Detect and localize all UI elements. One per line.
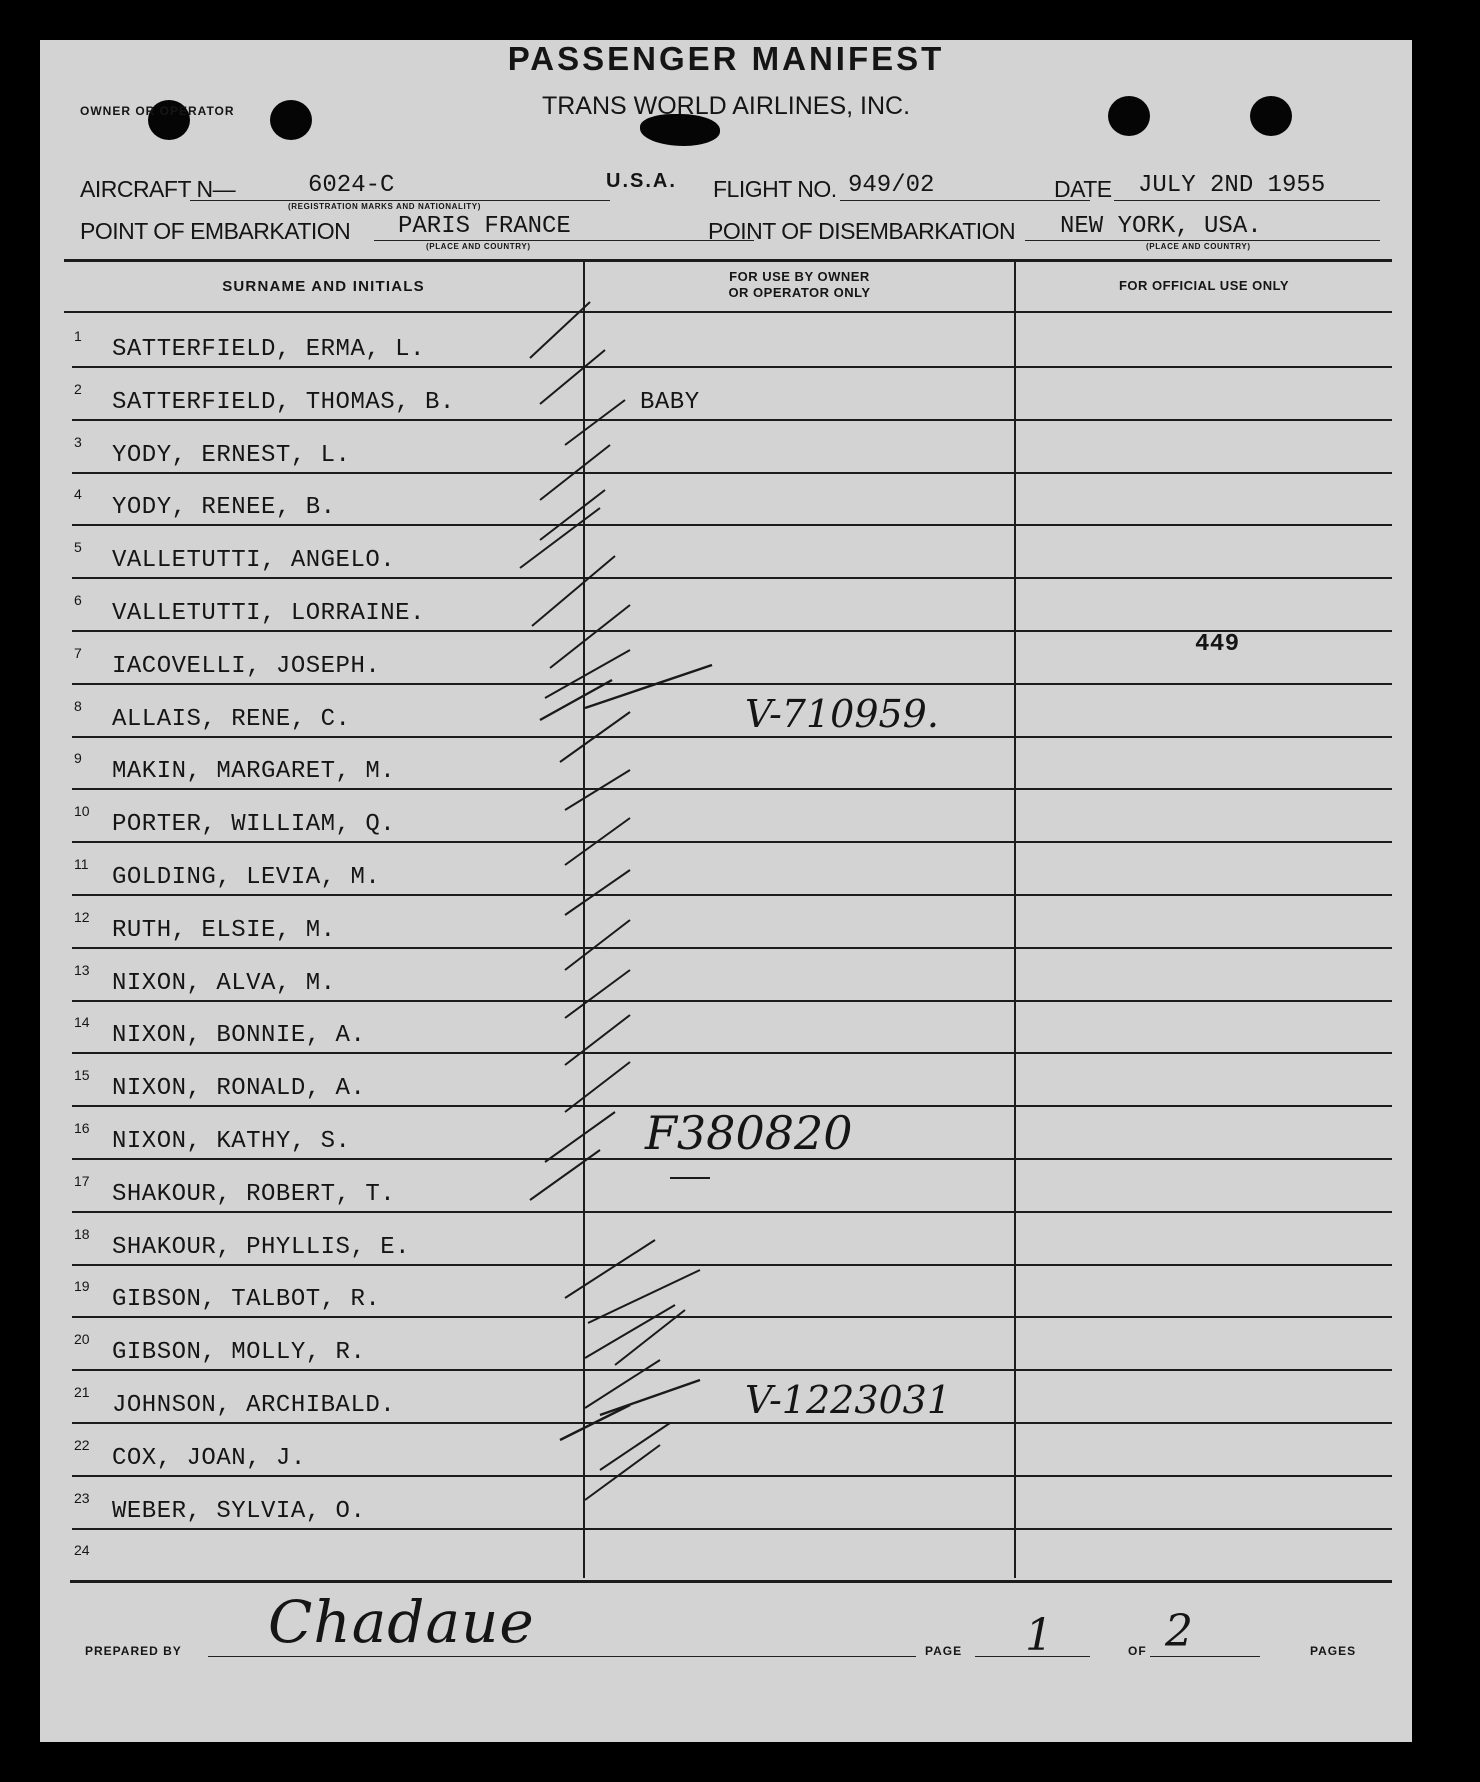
row-number: 4 xyxy=(74,486,82,503)
row-number: 15 xyxy=(74,1067,90,1084)
passenger-name: JOHNSON, ARCHIBALD. xyxy=(112,1392,396,1419)
row-number: 16 xyxy=(74,1120,90,1136)
passenger-name: NIXON, KATHY, S. xyxy=(112,1128,351,1155)
disembarkation-label: POINT OF DISEMBARKATION xyxy=(708,218,1016,244)
date-label: DATE xyxy=(1054,176,1112,202)
owner-notation: V-710959. xyxy=(745,691,939,736)
row-number: 9 xyxy=(74,750,82,767)
flight-label: FLIGHT NO. xyxy=(713,176,837,202)
column-header-owner-1: FOR USE BY OWNER xyxy=(729,269,870,284)
row-number: 10 xyxy=(74,803,90,820)
airline-name: TRANS WORLD AIRLINES, INC. xyxy=(541,92,911,120)
aircraft-registration: 6024-C xyxy=(308,172,395,199)
embarkation-value: PARIS FRANCE xyxy=(398,213,571,240)
of-label: OF xyxy=(1128,1644,1147,1658)
prepared-by-signature: Chadaue xyxy=(268,1588,535,1656)
row-number: 17 xyxy=(74,1172,90,1189)
passenger-name: NIXON, ALVA, M. xyxy=(112,969,336,997)
row-number: 20 xyxy=(74,1331,90,1348)
row-number: 22 xyxy=(74,1436,90,1453)
row-number: 8 xyxy=(74,697,82,714)
row-number: 3 xyxy=(74,433,82,450)
nationality-value: U.S.A. xyxy=(606,170,677,192)
prepared-by-underline xyxy=(208,1656,916,1657)
passenger-name: ALLAIS, RENE, C. xyxy=(112,705,351,733)
row-number: 11 xyxy=(74,856,89,872)
passenger-name: SHAKOUR, ROBERT, T. xyxy=(112,1180,396,1208)
passenger-name: NIXON, BONNIE, A. xyxy=(112,1022,366,1050)
passenger-name: YODY, RENEE, B. xyxy=(112,494,336,522)
pages-label: PAGES xyxy=(1310,1644,1357,1658)
row-number: 6 xyxy=(74,592,82,608)
row-number: 24 xyxy=(74,1542,90,1559)
row-number: 2 xyxy=(74,380,82,397)
total-pages: 2 xyxy=(1165,1606,1193,1657)
owner-notation: F380820 xyxy=(645,1106,853,1160)
disembarkation-value: NEW YORK, USA. xyxy=(1060,213,1262,240)
aircraft-label: AIRCRAFT N— xyxy=(80,176,236,202)
passenger-name: GOLDING, LEVIA, M. xyxy=(112,864,381,891)
row-number: 18 xyxy=(74,1225,90,1242)
passenger-name: YODY, ERNEST, L. xyxy=(112,441,351,469)
passenger-name: SATTERFIELD, THOMAS, B. xyxy=(112,388,455,416)
prepared-by-label: PREPARED BY xyxy=(85,1644,182,1658)
manifest-sheet xyxy=(40,40,1412,1742)
passenger-name: COX, JOAN, J. xyxy=(112,1444,306,1472)
owner-operator-label: OWNER OR OPERATOR xyxy=(80,104,235,118)
column-header-owner-2: OR OPERATOR ONLY xyxy=(728,285,871,300)
passenger-name: WEBER, SYLVIA, O. xyxy=(112,1497,366,1525)
passenger-name: GIBSON, MOLLY, R. xyxy=(112,1339,366,1367)
owner-notation: BABY xyxy=(640,388,700,416)
embarkation-label: POINT OF EMBARKATION xyxy=(80,218,351,244)
official-notation: 449 xyxy=(1195,630,1240,658)
passenger-name: MAKIN, MARGARET, M. xyxy=(112,758,396,786)
column-header-official: FOR OFFICIAL USE ONLY xyxy=(1118,278,1290,293)
handwritten-tick-marks xyxy=(40,40,1412,1742)
page-label: PAGE xyxy=(925,1644,963,1658)
disembarkation-caption: (PLACE AND COUNTRY) xyxy=(1146,242,1251,251)
passenger-name: SHAKOUR, PHYLLIS, E. xyxy=(112,1233,411,1261)
row-number: 21 xyxy=(74,1384,90,1400)
owner-notation: V-1223031 xyxy=(745,1378,952,1422)
passenger-name: VALLETUTTI, LORRAINE. xyxy=(112,600,425,627)
row-number: 13 xyxy=(74,961,90,978)
embarkation-caption: (PLACE AND COUNTRY) xyxy=(426,242,531,251)
page-number: 1 xyxy=(1025,1610,1053,1661)
passenger-name: GIBSON, TALBOT, R. xyxy=(112,1286,381,1314)
column-header-surname: SURNAME AND INITIALS xyxy=(222,278,425,295)
passenger-name: VALLETUTTI, ANGELO. xyxy=(112,547,396,575)
flight-number: 949/02 xyxy=(848,172,935,199)
passenger-name: SATTERFIELD, ERMA, L. xyxy=(112,336,425,363)
passenger-name: IACOVELLI, JOSEPH. xyxy=(112,652,381,680)
date-value: JULY 2ND 1955 xyxy=(1138,172,1326,199)
row-number: 19 xyxy=(74,1278,90,1295)
passenger-name: RUTH, ELSIE, M. xyxy=(112,916,336,944)
page-title: PASSENGER MANIFEST xyxy=(507,40,945,77)
row-number: 1 xyxy=(74,328,82,344)
passenger-name: NIXON, RONALD, A. xyxy=(112,1075,366,1103)
passenger-name: PORTER, WILLIAM, Q. xyxy=(112,811,396,839)
row-number: 7 xyxy=(74,644,82,661)
registration-caption: (REGISTRATION MARKS AND NATIONALITY) xyxy=(288,202,481,211)
row-number: 5 xyxy=(74,539,82,556)
row-number: 23 xyxy=(74,1489,90,1506)
row-number: 14 xyxy=(74,1014,90,1031)
row-number: 12 xyxy=(74,908,90,925)
